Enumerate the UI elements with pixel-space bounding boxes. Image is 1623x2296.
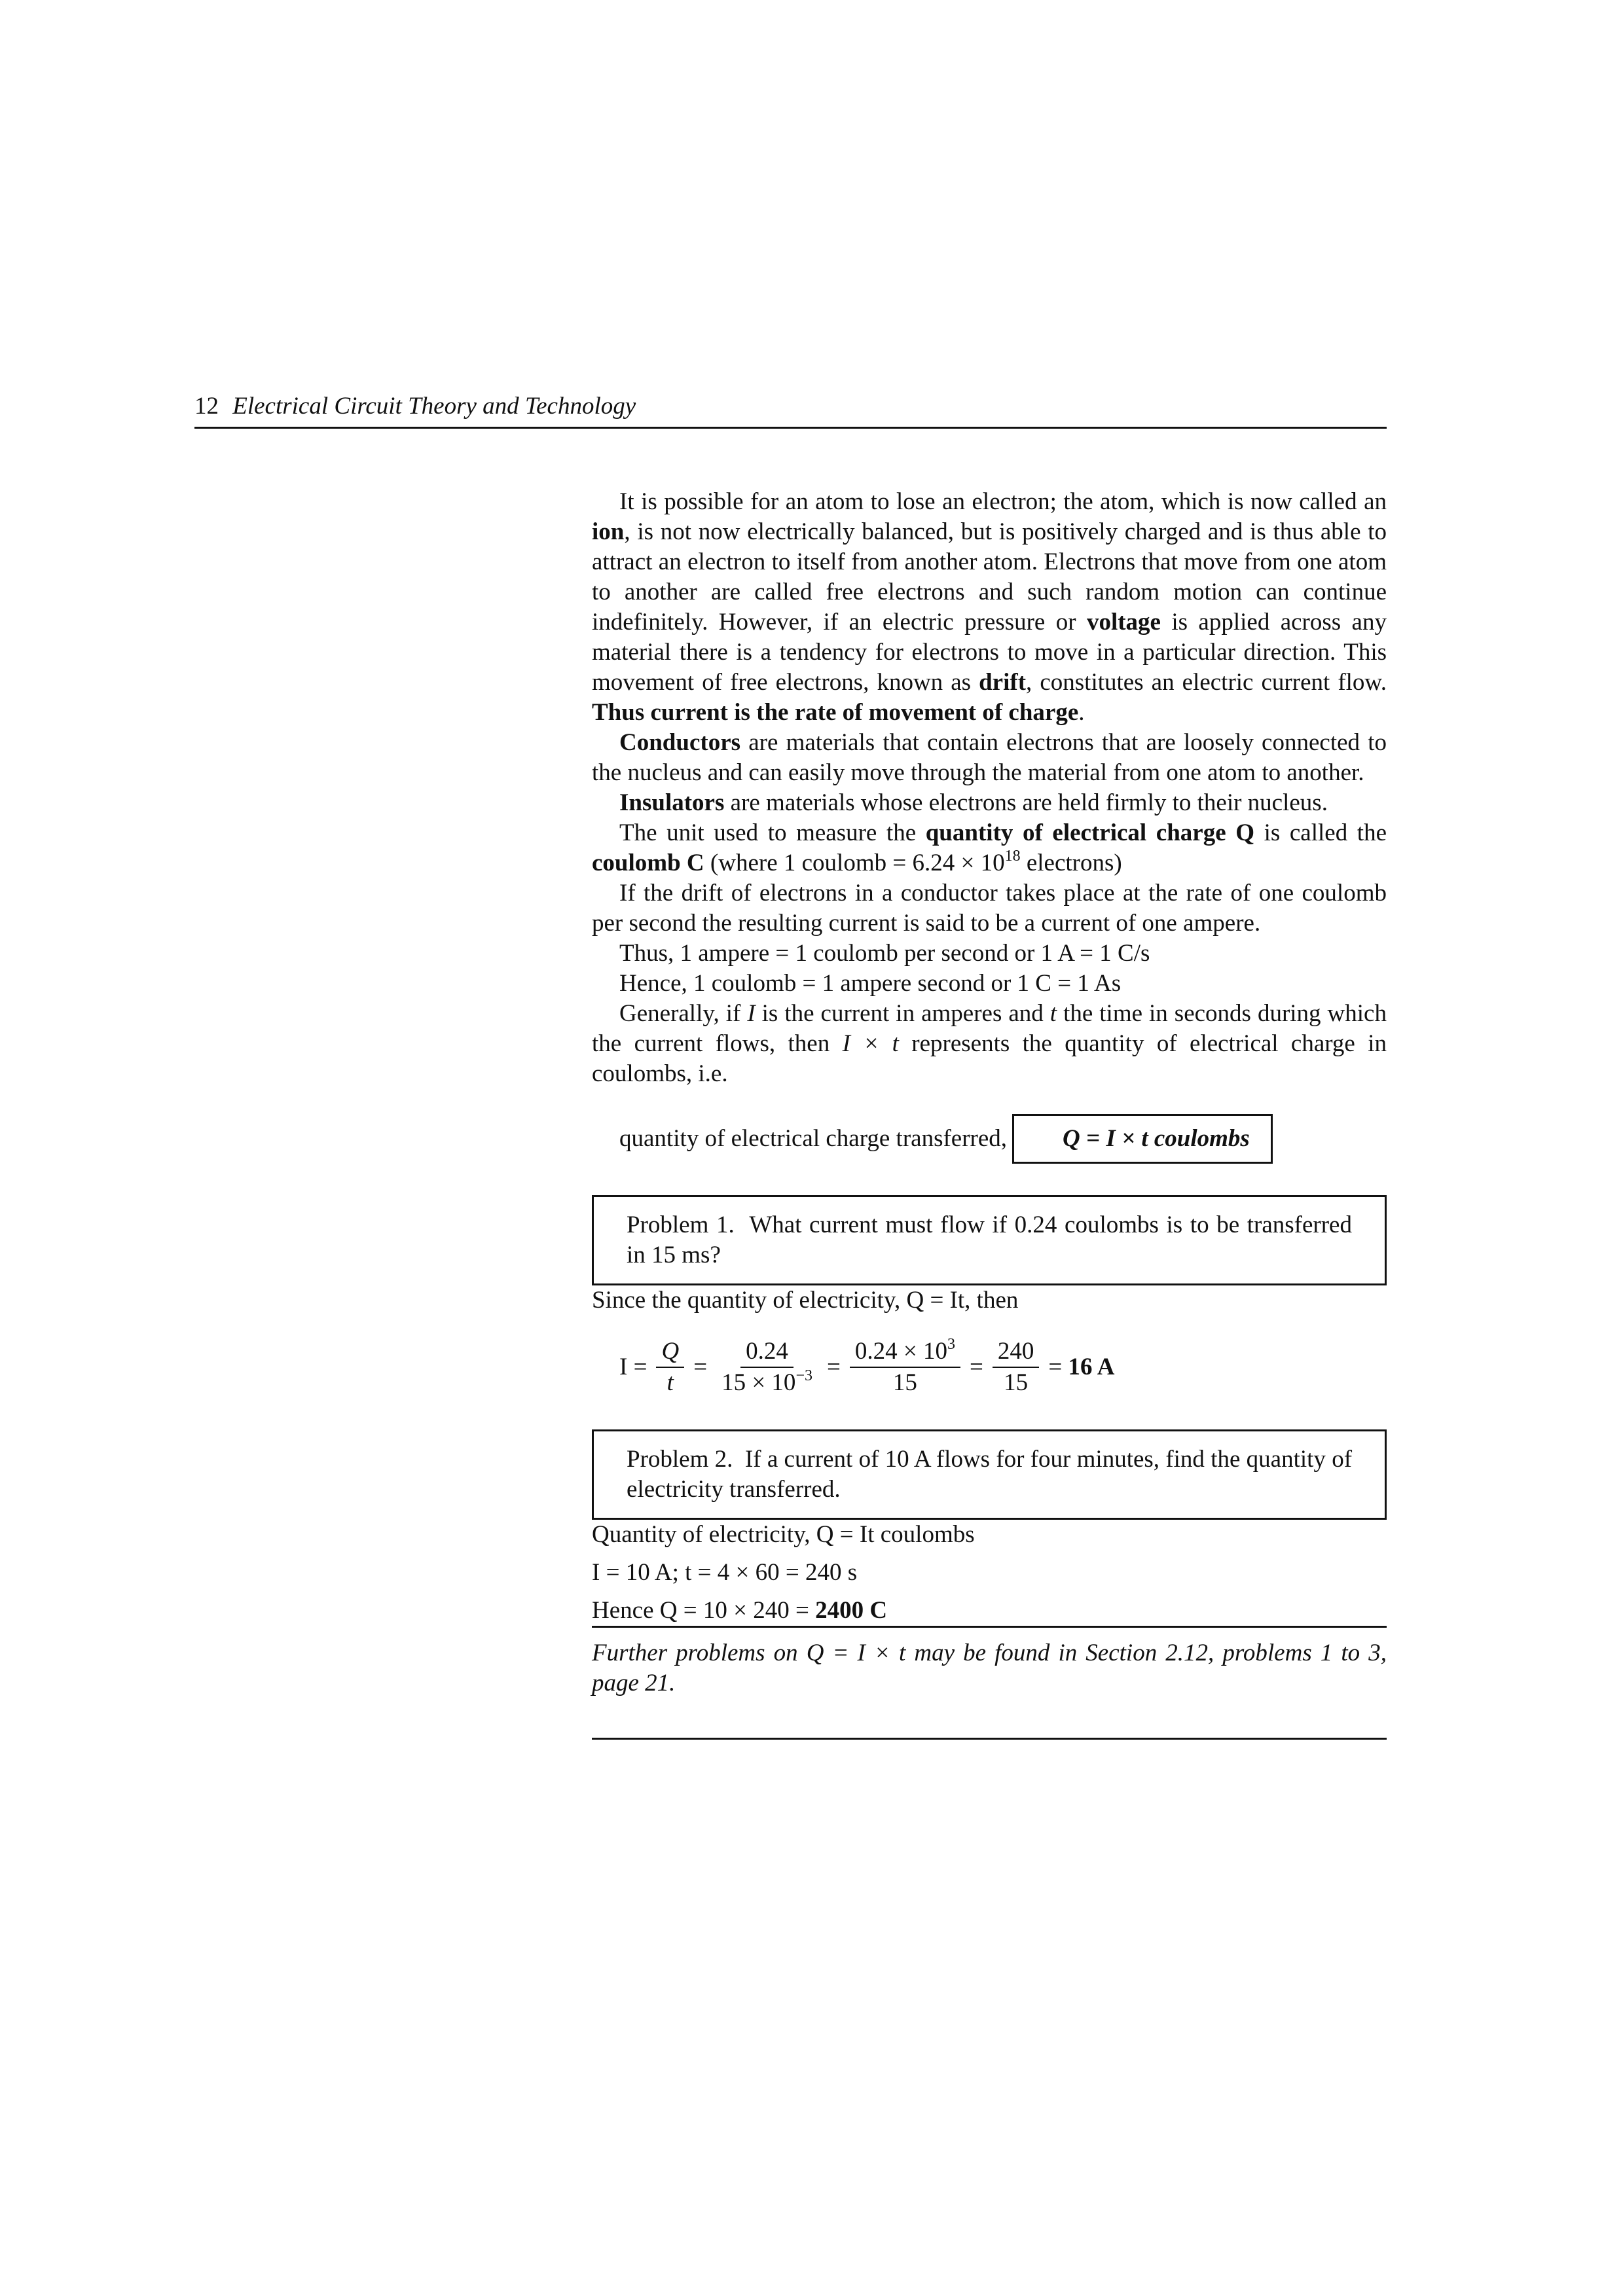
paragraph-coulomb: The unit used to measure the quantity of electrical charge Q is called the coulomb C (where 1 coulomb = $6.24 \times 10^{18}$ electrons)	[592, 819, 1387, 876]
fraction-q-over-t: $\frac{Q}{t}$	[656, 1336, 684, 1398]
page-number: 12	[194, 393, 219, 420]
problem-2-line-2: I = 10 A; t = 4 × 60 = 240 s	[592, 1559, 858, 1586]
eq-lhs: I =	[619, 1354, 647, 1380]
problem-1-label: Problem 1.	[627, 1211, 735, 1238]
paragraph-conductors: Conductors are materials that contain electrons that are loosely connected to the nucleus and can easily move through the material from one atom to another.	[592, 729, 1387, 786]
paragraph-ampere-def: Thus, 1 ampere = 1 coulomb per second or 1 A = 1 C/s	[619, 940, 1150, 967]
charge-formula-box: Q = I × t coulombs	[1012, 1114, 1273, 1164]
main-text-column	[592, 487, 1387, 1740]
paragraph-insulators: Insulators are materials whose electrons are held firmly to their nucleus.	[619, 789, 1328, 816]
problem-2-label: Problem 2.	[627, 1446, 733, 1473]
problem-2-line-1: Quantity of electricity, Q = It coulombs	[592, 1521, 975, 1548]
paragraph-general: Generally, if I is the current in amperes and t the time in seconds during which the current flows, then I × t represents the quantity of electrical charge in coulombs, i.e.	[592, 1000, 1387, 1087]
problem-1-equation: I = $\frac{Q}{t}$ = $\frac{0.24}{15 \times 10^{-3}}$ = $\frac{0.24 \times 10^3}{15}$ = $\frac{240}{15}$ = 16 A	[619, 1336, 1387, 1398]
paragraph-coulomb-def: Hence, 1 coulomb = 1 ampere second or 1 C = 1 As	[619, 970, 1122, 997]
problem-2-text: If a current of 10 A flows for four minutes, find the quantity of electricity transferred.	[627, 1446, 1353, 1503]
problem-1-box	[592, 1195, 1387, 1285]
charge-label: quantity of electrical charge transferred,	[619, 1125, 1008, 1152]
charge-formula-line	[592, 1114, 1387, 1164]
eq-result: 16 A	[1068, 1354, 1115, 1380]
further-problems-note: Further problems on Q = I × t may be found in Section 2.12, problems 1 to 3, page 21.	[592, 1626, 1387, 1698]
problem-1-solution-intro: Since the quantity of electricity, Q = It, then	[592, 1287, 1019, 1314]
book-title: Electrical Circuit Theory and Technology	[232, 393, 636, 420]
problem-1-text: What current must flow if 0.24 coulombs is to be transferred in 15 ms?	[627, 1211, 1352, 1268]
problem-2-line-3: Hence Q = 10 × 240 = 2400 C	[592, 1597, 888, 1624]
paragraph-ampere: If the drift of electrons in a conductor takes place at the rate of one coulomb per second the resulting current is said to be a current of one ampere.	[592, 880, 1387, 937]
paragraph-atoms: It is possible for an atom to lose an electron; the atom, which is now called an ion, is not now electrically balanced, but is positively charged and is thus able to attract an electron to itself from another atom. Electrons that move from one atom to another are called free electrons and such random motion can continue indefinitely. However, if an electric pressure or voltage is applied across any material there is a tendency for electrons to move in a particular direction. This movement of free electrons, known as drift, constitutes an electric current flow. Thus current is the rate of movement of charge.	[592, 488, 1387, 726]
fraction-024: $\frac{0.24}{15 \times 10^{-3}}$	[721, 1338, 812, 1396]
problem-2-box	[592, 1429, 1387, 1520]
fraction-240: $\frac{240}{15}$	[993, 1336, 1040, 1398]
running-header	[194, 390, 1387, 429]
fraction-024e3: $\frac{0.24 \times 10^3}{15}$	[850, 1336, 960, 1398]
bottom-rule	[592, 1738, 1387, 1740]
